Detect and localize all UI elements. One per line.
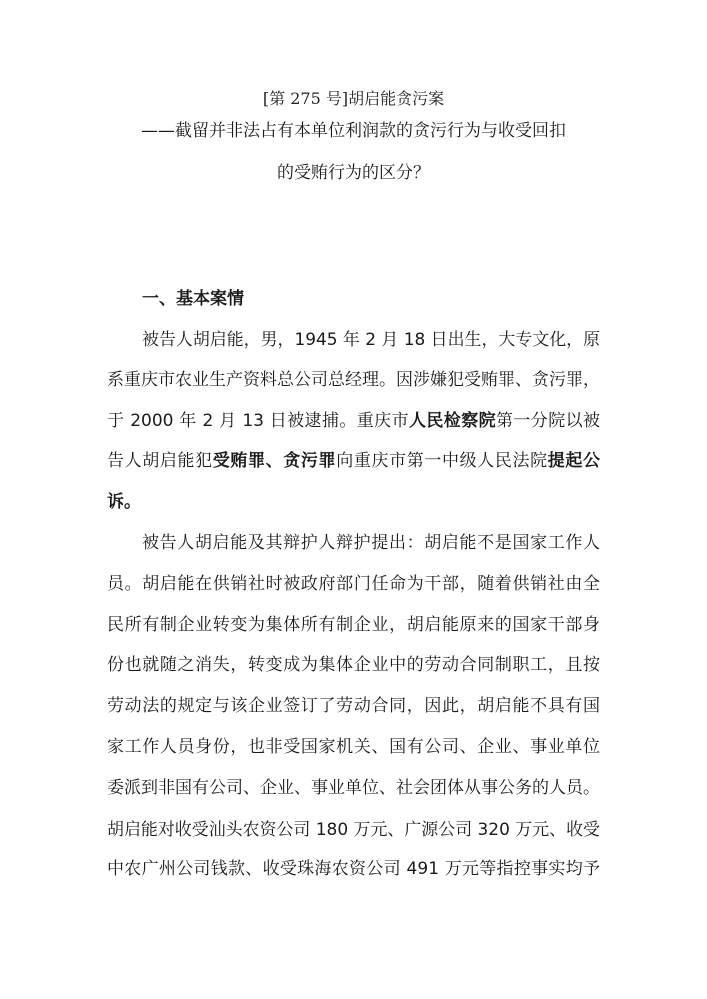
bold-text-charges: 受贿罪、贪污罪 xyxy=(212,451,337,472)
section-heading: 一、基本案情 xyxy=(142,289,244,309)
bold-text-prosecution-end: 诉。 xyxy=(107,492,141,513)
paragraph-1-line xyxy=(107,448,600,489)
paragraph-2-line: 中农广州公司钱款、收受珠海农资公司 491 万元等指控事实均予 xyxy=(107,859,600,880)
paragraph-2-line: 份也就随之消失，转变成为集体企业中的劳动合同制职工，且按 xyxy=(107,655,600,676)
paragraph-2-line: 胡启能对收受汕头农资公司 180 万元、广源公司 320 万元、收受 xyxy=(107,818,600,839)
paragraph-2-line: 委派到非国有公司、企业、事业单位、社会团体从事公务的人员。 xyxy=(107,777,600,798)
paragraph-2-line: 员。胡启能在供销社时被政府部门任命为干部，随着供销社由全 xyxy=(107,573,600,594)
paragraph-1-line xyxy=(107,326,600,367)
case-subtitle-line-1: ——截留并非法占有本单位利润款的贪污行为与收受回扣 xyxy=(141,121,566,141)
paragraph-1-line xyxy=(107,408,600,449)
text-run: 向重庆市第一中级人民法院 xyxy=(336,451,548,472)
paragraph-2-line: 被告人胡启能及其辩护人辩护提出：胡启能不是国家工作人 xyxy=(142,532,600,553)
text-run: 第一分院以被 xyxy=(496,410,601,431)
bold-text-procuratorate: 人民检察院 xyxy=(408,410,496,431)
paragraph-2-line: 家工作人员身份，也非受国家机关、国有公司、企业、事业单位 xyxy=(107,736,600,757)
case-title: [第 275 号]胡启能贪污案 xyxy=(262,89,445,108)
text-run: 被告人胡启能，男，1945 年 2 月 18 日出生，大专文化，原 xyxy=(142,329,601,349)
paragraph-1-line xyxy=(107,367,600,408)
document-body xyxy=(107,326,600,897)
case-subtitle-line-2: 的受贿行为的区分？ xyxy=(277,163,430,183)
paragraph-2-line: 劳动法的规定与该企业签订了劳动合同，因此，胡启能不具有国 xyxy=(107,696,600,717)
text-run: 系重庆市农业生产资料总公司总经理。因涉嫌犯受贿罪、贪污罪， xyxy=(107,369,600,390)
paragraph-1-line xyxy=(107,489,600,530)
text-run: 于 2000 年 2 月 13 日被逮捕。重庆市 xyxy=(107,410,409,431)
text-run: 告人胡启能犯 xyxy=(107,451,213,472)
paragraph-2-line: 民所有制企业转变为集体所有制企业，胡启能原来的国家干部身 xyxy=(107,614,600,635)
bold-text-prosecution: 提起公 xyxy=(547,451,601,472)
